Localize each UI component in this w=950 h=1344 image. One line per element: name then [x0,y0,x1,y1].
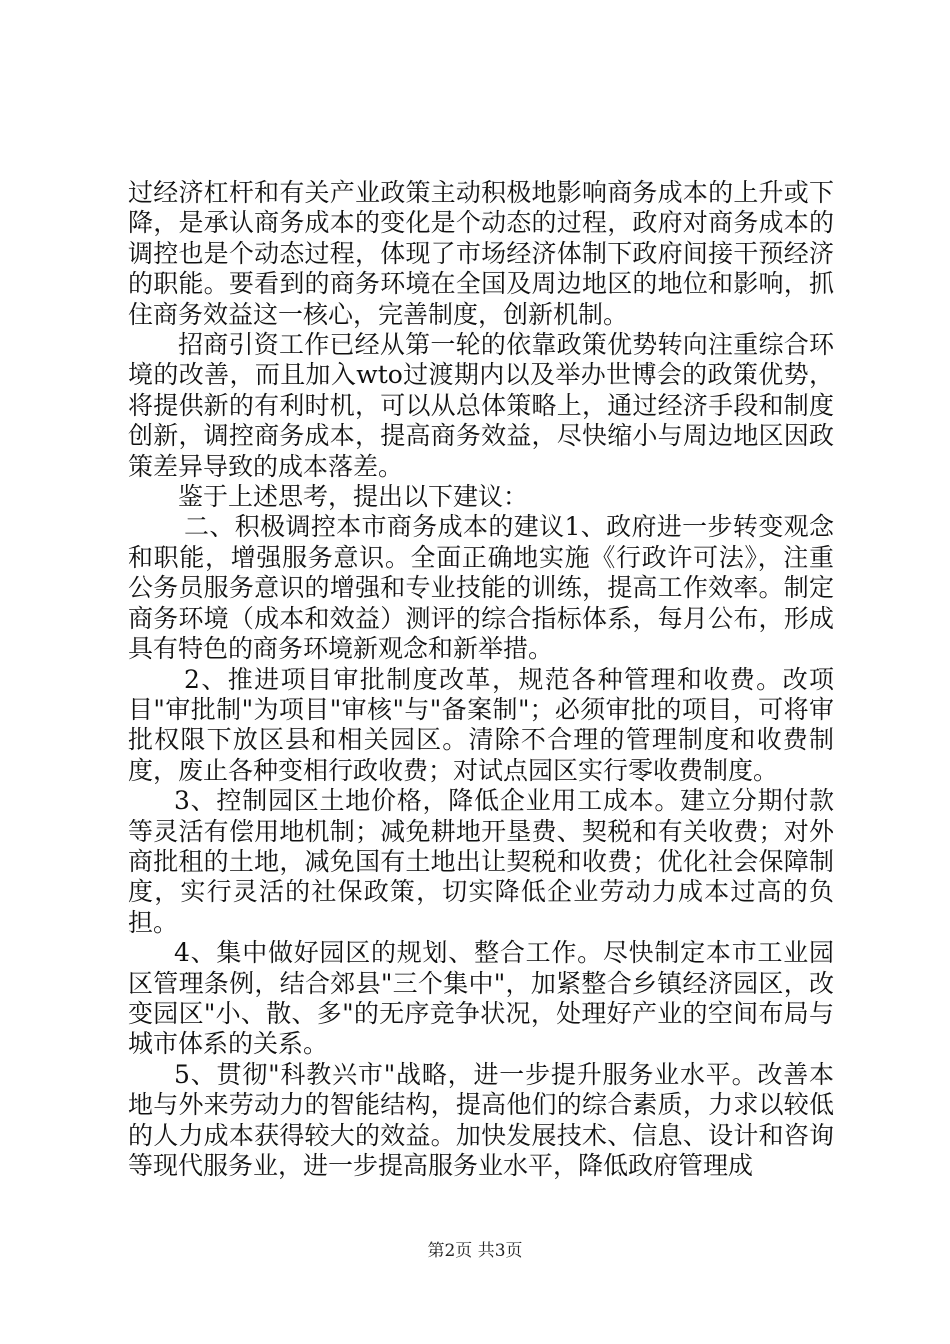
paragraph-item-4: 4、集中做好园区的规划、整合工作。尽快制定本市工业园区管理条例，结合郊县"三个集中"，加紧整合乡镇经济园区，改变园区"小、散、多"的无序竞争状况，处理好产业的空间布局与城市体系的关系。 [128,938,834,1059]
paragraph-investment-attraction: 招商引资工作已经从第一轮的依靠政策优势转向注重综合环境的改善，而且加入wto过渡期内以及举办世博会的政策优势，将提供新的有利时机，可以从总体策略上，通过经济手段和制度创新，调控商务成本，提高商务效益，尽快缩小与周边地区因政策差异导致的成本落差。 [128,330,834,481]
paragraph-item-2: 2、推进项目审批制度改革，规范各种管理和收费。改项目"审批制"为项目"审核"与"备案制"；必须审批的项目，可将审批权限下放区县和相关园区。清除不合理的管理制度和收费制度，废止各种变相行政收费；对试点园区实行零收费制度。 [128,664,834,785]
document-body [128,178,834,1181]
paragraph-item-3: 3、控制园区土地价格，降低企业用工成本。建立分期付款等灵活有偿用地机制；减免耕地开垦费、契税和有关收费；对外商批租的土地，减免国有土地出让契税和收费；优化社会保障制度，实行灵活的社保政策，切实降低企业劳动力成本过高的负担。 [128,786,834,937]
paragraph-item-5: 5、贯彻"科教兴市"战略，进一步提升服务业水平。改善本地与外来劳动力的智能结构，提高他们的综合素质，力求以较低的人力成本获得较大的效益。加快发展技术、信息、设计和咨询等现代服务业，进一步提高服务业水平，降低政府管理成 [128,1059,834,1180]
paragraph-section-two: 二、积极调控本市商务成本的建议1、政府进一步转变观念和职能，增强服务意识。全面正确地实施《行政许可法》，注重公务员服务意识的增强和专业技能的训练，提高工作效率。制定商务环境（成本和效益）测评的综合指标体系，每月公布，形成具有特色的商务环境新观念和新举措。 [128,512,834,664]
paragraph-economic-lever: 过经济杠杆和有关产业政策主动积极地影响商务成本的上升或下降，是承认商务成本的变化是个动态的过程，政府对商务成本的调控也是个动态过程，体现了市场经济体制下政府间接干预经济的职能。要看到的商务环境在全国及周边地区的地位和影响，抓住商务效益这一核心，完善制度，创新机制。 [128,178,834,329]
page-number-footer: 第2页 共3页 [427,1241,523,1261]
paragraph-suggestions-intro: 鉴于上述思考，提出以下建议： [178,482,529,512]
